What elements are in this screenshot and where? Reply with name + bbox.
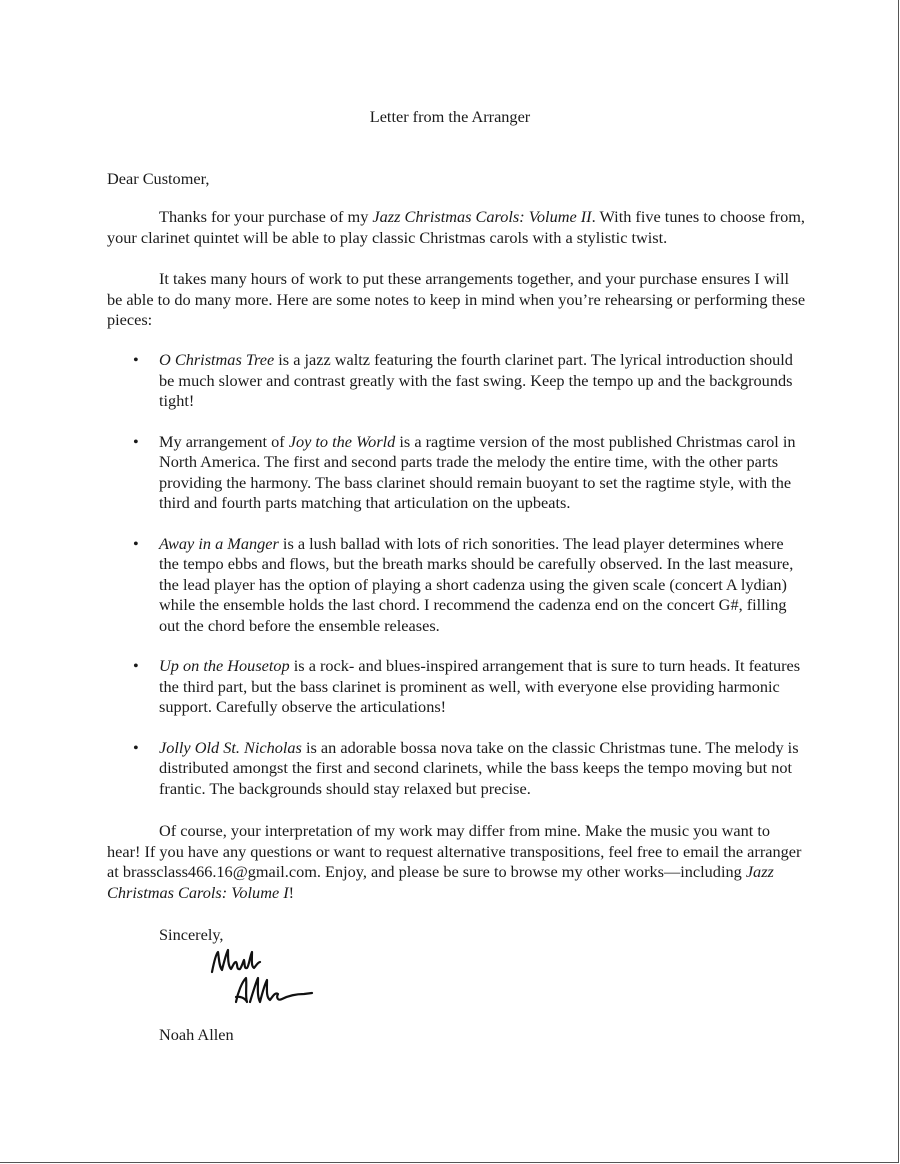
paragraph-intro-after: . With five tunes to choose from, your clarinet quintet will be able to play classic Christmas carols with a stylistic twist. xyxy=(107,207,805,247)
paragraph-closing-after: ! xyxy=(288,882,295,902)
list-item xyxy=(107,534,807,637)
bullet-icon: • xyxy=(133,656,139,675)
song-note: is a rock- and blues-inspired arrangement that is sure to turn heads. It features the third part, but the bass clarinet is prominent as well, with everyone else providing harmonic support. Carefully observe the articulations! xyxy=(159,656,801,716)
paragraph-closing xyxy=(107,821,807,903)
volume-two-title: Jazz Christmas Carols: Volume II xyxy=(372,207,592,226)
list-item xyxy=(107,738,807,800)
song-note-prefix: My arrangement of xyxy=(159,431,289,451)
list-item xyxy=(107,432,807,514)
paragraph-closing-before: Of course, your interpretation of my work may differ from mine. Make the music you want to hear! If you have any questions or want to request alternative transpositions, feel free to email the arranger at brassclass466.16@gmail.com. Enjoy, and please be sure to browse my other works—including xyxy=(107,821,802,881)
bullet-icon: • xyxy=(133,737,139,757)
paragraph-notes xyxy=(107,269,807,331)
bullet-icon: • xyxy=(133,533,139,553)
paragraph-intro-before: Thanks for your purchase of my xyxy=(159,207,373,226)
arrangement-notes-list xyxy=(107,350,807,819)
handwritten-signature xyxy=(200,944,330,1024)
bullet-icon: • xyxy=(133,431,139,451)
volume-one-title: Jazz Christmas Carols: Volume I xyxy=(107,862,774,902)
paragraph-intro xyxy=(107,207,807,248)
song-note: is a ragtime version of the most published Christmas carol in North America. The first and second parts trade the melody the entire time, with the other parts providing the harmony. The bass clarinet should remain buoyant to set the ragtime style, with the third and fourth parts matching that articulation on the upbeats. xyxy=(159,431,796,512)
song-note: is a lush ballad with lots of rich sonorities. The lead player determines where the tempo ebbs and flows, but the breath marks should be carefully observed. In the last measure, the lead player has the option of playing a short cadenza using the given scale (concert A lydian) while the ensemble holds the last chord. I recommend the cadenza end on the concert G#, filling out the chord before the ensemble releases. xyxy=(159,533,794,635)
list-item xyxy=(107,350,807,412)
song-note: is a jazz waltz featuring the fourth clarinet part. The lyrical introduction should be much slower and contrast greatly with the fast swing. Keep the tempo up and the backgrounds tight! xyxy=(159,350,793,410)
closing: Sincerely, xyxy=(159,925,224,944)
song-title: O Christmas Tree xyxy=(159,350,275,369)
salutation: Dear Customer, xyxy=(107,169,210,188)
song-note: is an adorable bossa nova take on the classic Christmas tune. The melody is distributed amongst the first and second clarinets, while the bass keeps the tempo moving but not frantic. The backgrounds should stay relaxed but precise. xyxy=(159,737,799,798)
signer-name: Noah Allen xyxy=(159,1025,234,1044)
song-title: Away in a Manger xyxy=(159,533,279,553)
song-title: Up on the Housetop xyxy=(159,656,290,675)
list-item xyxy=(107,656,807,718)
paragraph-notes-text: It takes many hours of work to put these arrangements together, and your purchase ensures I will be able to do many more. Here are some notes to keep in mind when you’re rehearsing or performing these pieces: xyxy=(107,269,806,329)
song-title: Jolly Old St. Nicholas xyxy=(159,737,302,757)
bullet-icon: • xyxy=(133,350,139,369)
letter-title: Letter from the Arranger xyxy=(369,107,531,126)
song-title: Joy to the World xyxy=(288,431,396,451)
